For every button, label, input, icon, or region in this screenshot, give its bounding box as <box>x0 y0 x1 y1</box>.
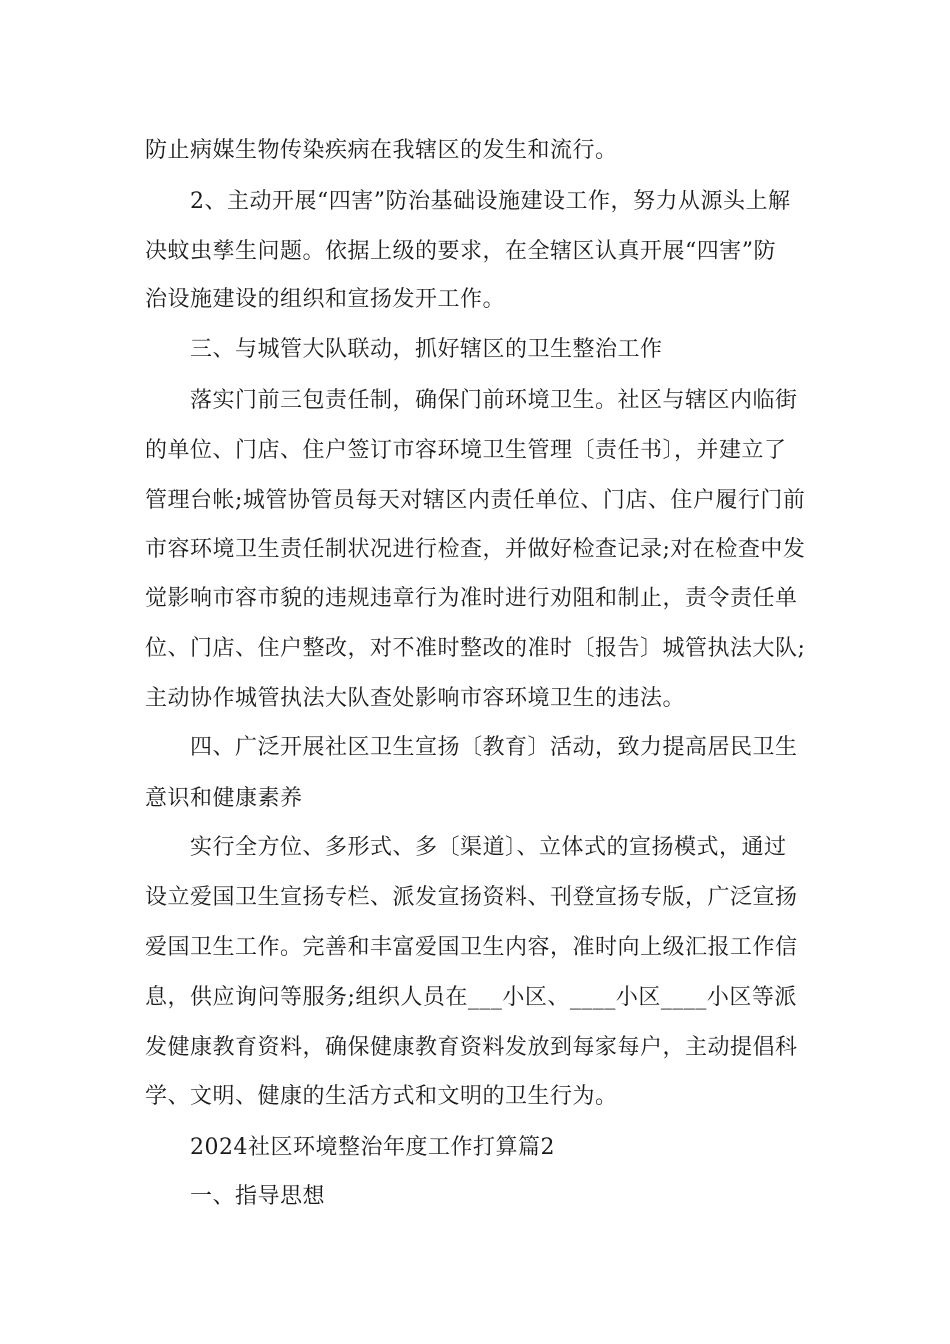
section-heading: 四、广泛开展社区卫生宣扬〔教育〕活动，致力提高居民卫生 <box>190 735 798 760</box>
text-line: 设立爱国卫生宣扬专栏、派发宣扬资料、刊登宣扬专版，广泛宣扬 <box>145 885 798 910</box>
text-line: 发健康教育资料，确保健康教育资料发放到每家每户，主动提倡科 <box>145 1035 798 1060</box>
text-line: 防止病媒生物传染疾病在我辖区的发生和流行。 <box>145 138 618 163</box>
section-heading: 三、与城管大队联动，抓好辖区的卫生整治工作 <box>190 337 663 362</box>
text-line: 落实门前三包责任制，确保门前环境卫生。社区与辖区内临街 <box>190 388 798 413</box>
text-line: 学、文明、健康的生活方式和文明的卫生行为。 <box>145 1084 618 1109</box>
text-line: 市容环境卫生责任制状况进行检查，并做好检查记录;对在检查中发 <box>145 537 806 562</box>
section-heading: 一、指导思想 <box>190 1184 326 1209</box>
text-line: 治设施建设的组织和宣扬发开工作。 <box>145 287 506 312</box>
section-heading-continued: 意识和健康素养 <box>145 786 303 811</box>
text-line: 管理台帐;城管协管员每天对辖区内责任单位、门店、住户履行门前 <box>145 488 806 513</box>
text-line: 息，供应询问等服务;组织人员在___小区、____小区____小区等派 <box>145 985 797 1010</box>
text-line: 实行全方位、多形式、多〔渠道〕、立体式的宣扬模式，通过 <box>190 835 787 860</box>
text-line: 位、门店、住户整改，对不准时整改的准时〔报告〕城管执法大队; <box>145 636 806 661</box>
text-line: 的单位、门店、住户签订市容环境卫生管理〔责任书〕，并建立了 <box>145 438 787 463</box>
text-line: 爱国卫生工作。完善和丰富爱国卫生内容，准时向上级汇报工作信 <box>145 935 798 960</box>
text-line: 觉影响市容市貌的违规违章行为准时进行劝阻和制止，责令责任单 <box>145 586 798 611</box>
document-title: 2024社区环境整治年度工作打算篇2 <box>190 1135 555 1160</box>
text-line: 决蚊虫孳生问题。依据上级的要求，在全辖区认真开展“四害”防 <box>145 239 776 264</box>
text-line: 2、主动开展“四害”防治基础设施建设工作，努力从源头上解 <box>190 189 791 214</box>
text-line: 主动协作城管执法大队查处影响市容环境卫生的违法。 <box>145 686 686 711</box>
